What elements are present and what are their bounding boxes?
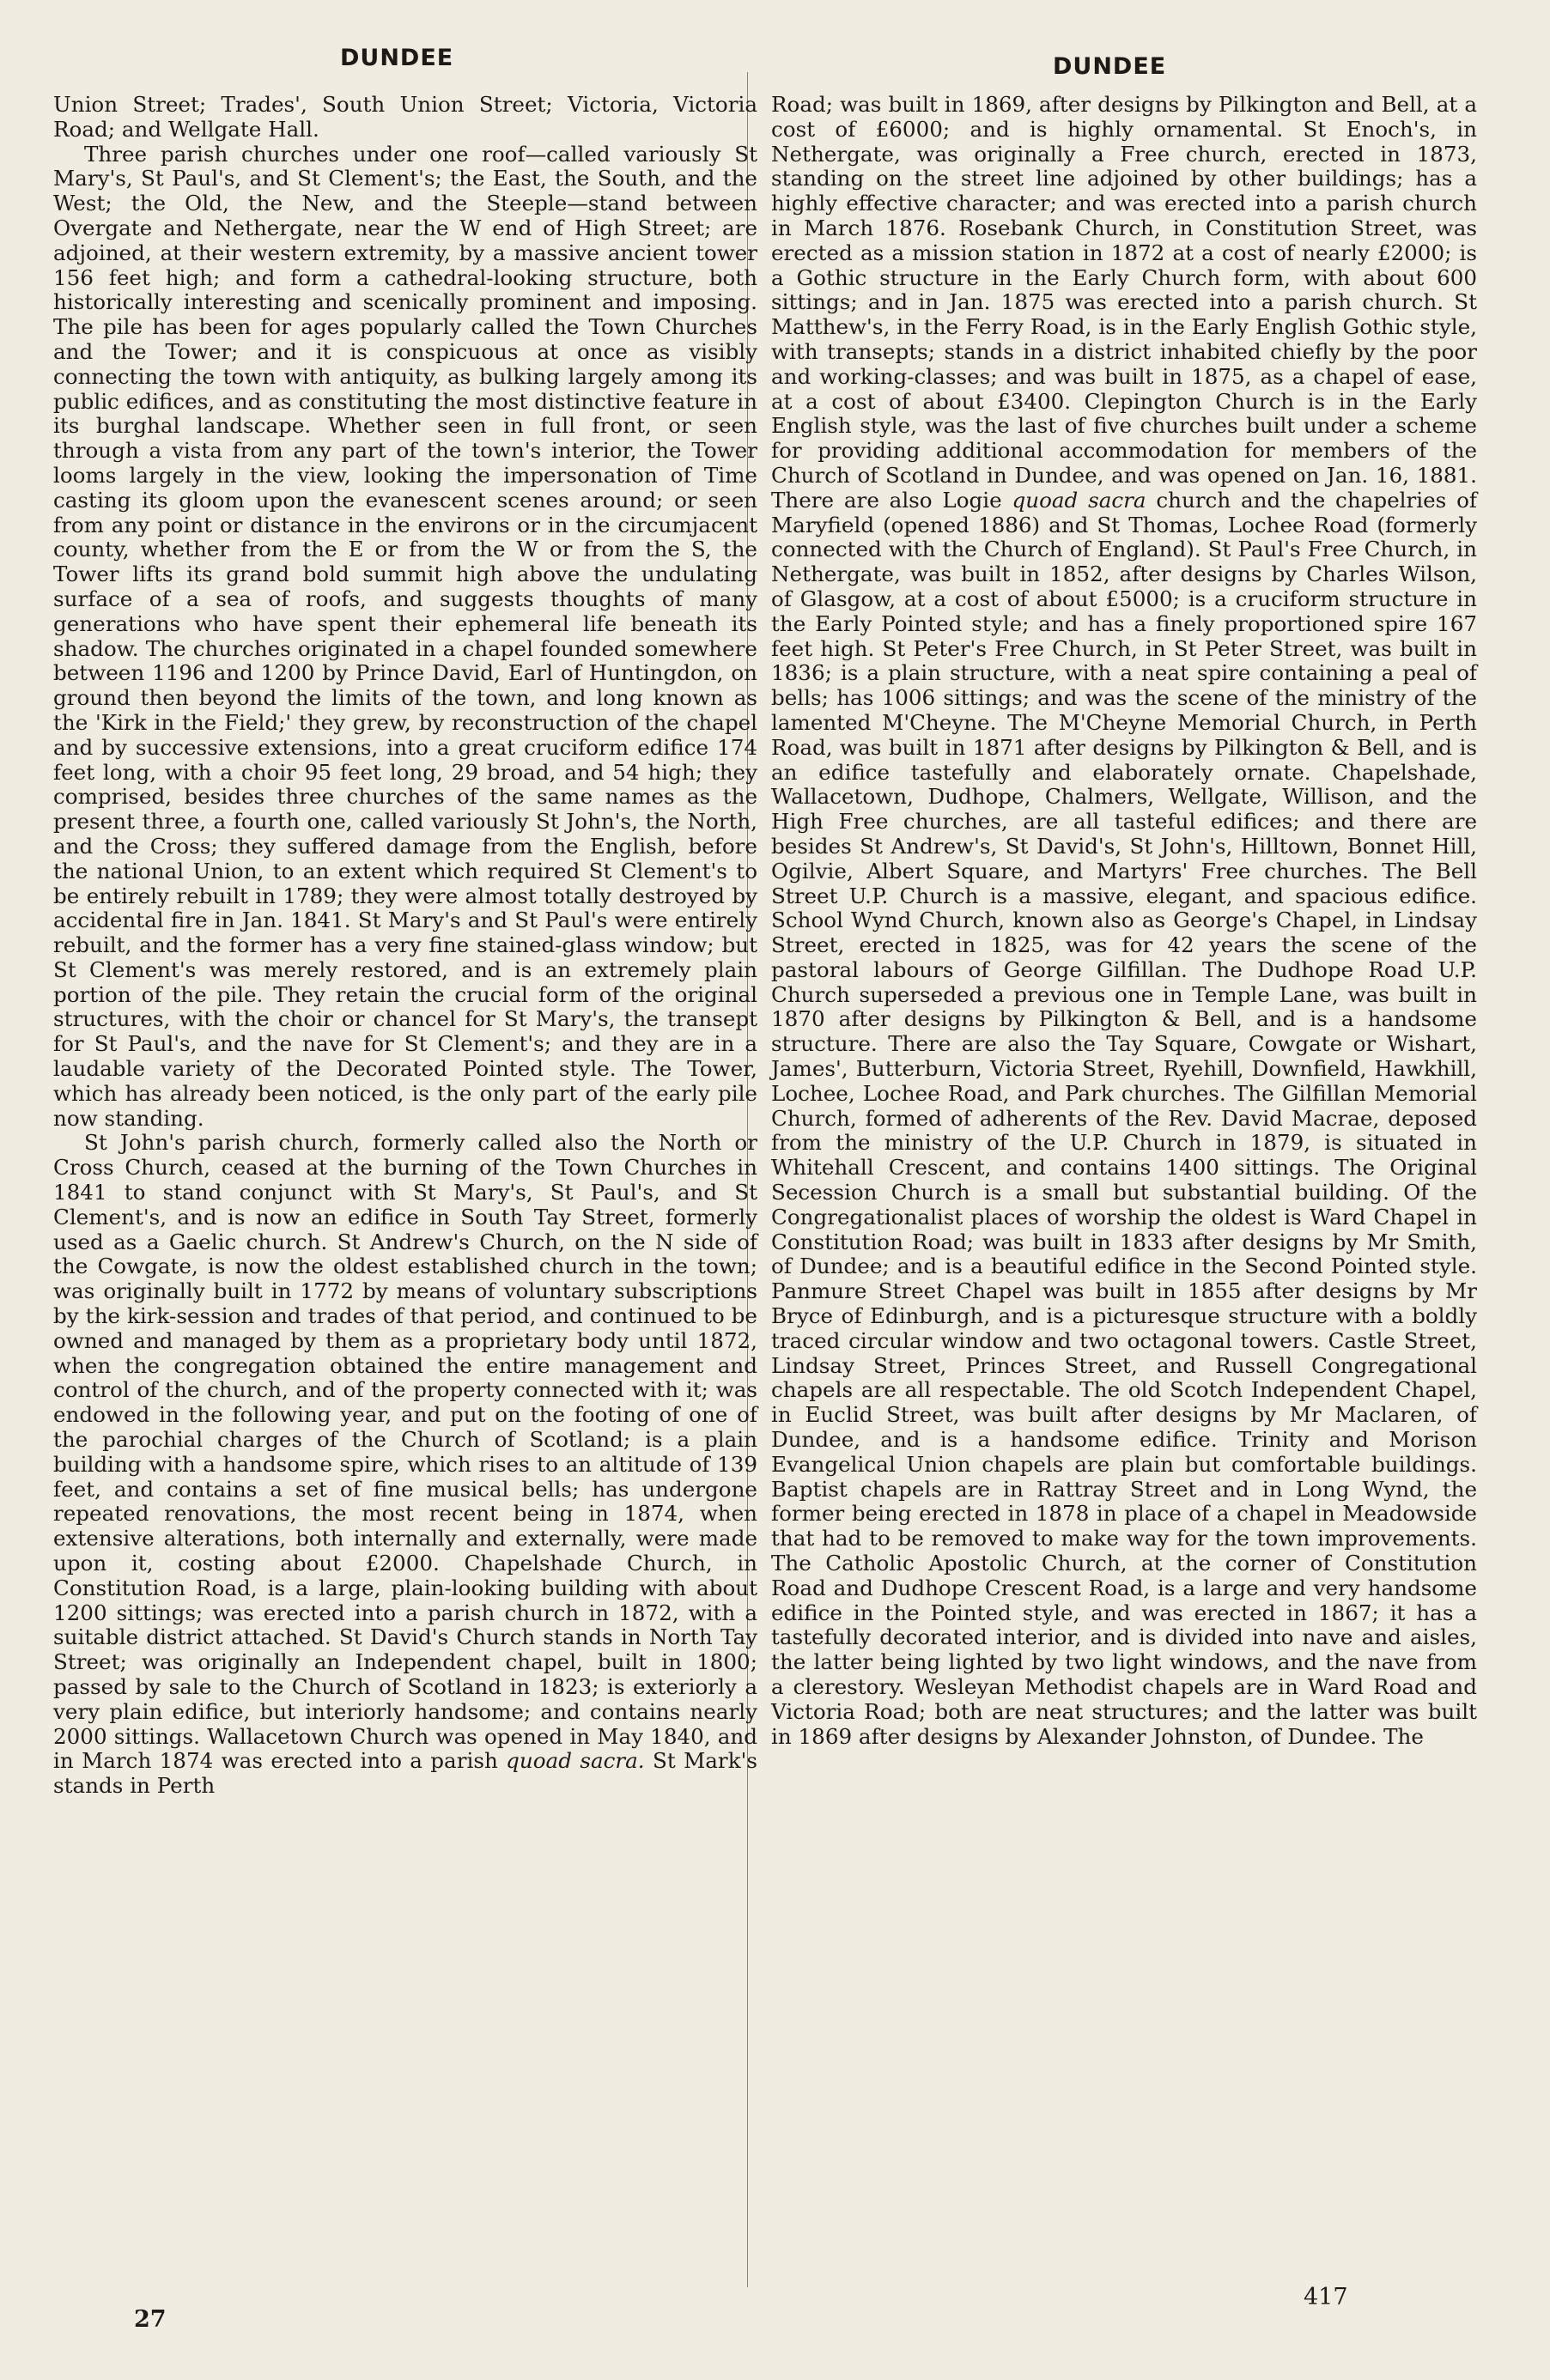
left-paragraph-2: Three parish churches under one roof—called variously St Mary's, St Paul's, and St Clement's; the East, the South, and the West; the Old, the New, and the Steeple—stand between Overgate and Nethergate, near the W end of High Street; are adjoined, at their western extremity, by a massive ancient tower 156 feet high; and form a cathedral-looking structure, both historically interesting and scenically prominent and imposing. The pile has been for ages popularly called the Town Churches and the Tower; and it is conspicuous at once as visibly connecting the town with antiquity, as bulking largely among its public edifices, and as constituting the most distinctive feature in its burghal landscape. Whether seen in full front, or seen through a vista from any part of the town's interior, the Tower looms largely in the view, looking the impersonation of Time casting its gloom upon the evanescent scenes around; or seen from any point or distance in the environs or in the circumjacent county, whether from the E or from the W or from the S, the Tower lifts its grand bold summit high above the undulating surface of a sea of roofs, and suggests thoughts of many generations who have spent their ephemeral life beneath its shadow. The churches originated in a chapel founded somewhere between 1196 and 1200 by Prince David, Earl of Huntingdon, on ground then beyond the limits of the town, and long known as the 'Kirk in the Field;' they grew, by reconstruction of the chapel and by successive extensions, into a great cruciform edifice 174 feet long, with a choir 95 feet long, 29 broad, and 54 high; they comprised, besides three churches of the same names as the present three, a fourth one, called variously St John's, the North, and the Cross; they suffered damage from the English, before the national Union, to an extent which required St Clement's to be entirely rebuilt in 1789; they were almost totally destroyed by accidental fire in Jan. 1841. St Mary's and St Paul's were entirely rebuilt, and the former has a very fine stained-glass window; but St Clement's was merely restored, and is an extremely plain portion of the pile. They retain the crucial form of the original structures, with the choir or chancel for St Mary's, the transept for St Paul's, and the nave for St Clement's; and they are in a laudable variety of the Decorated Pointed style. The Tower, which has already been noticed, is the only part of the early pile now standing. — [53, 141, 757, 1131]
running-head-right: DUNDEE — [1053, 53, 1167, 80]
right-column — [771, 93, 1477, 1749]
left-paragraph-3 — [53, 1131, 757, 1799]
right-paragraph-1-text-b: church and the chapelries of Maryfield (opened 1886) and St Thomas, Lochee Road (formerly connected with the Church of England). St Paul's Free Church, in Nethergate, was built in 1852, after designs by Charles Wilson, of Glasgow, at a cost of about £5000; is a cruciform structure in the Early Pointed style; and has a finely proportioned spire 167 feet high. St Peter's Free Church, in St Peter Street, was built in 1836; is a plain structure, with a neat spire containing a peal of bells; has 1006 sittings; and was the scene of the ministry of the lamented M'Cheyne. The M'Cheyne Memorial Church, in Perth Road, was built in 1871 after designs by Pilkington & Bell, and is an edifice tastefully and elaborately ornate. Chapelshade, Wallacetown, Dudhope, Chalmers, Wellgate, Willison, and the High Free churches, are all tasteful edifices; and there are besides St Andrew's, St David's, St John's, Hilltown, Bonnet Hill, Ogilvie, Albert Square, and Martyrs' Free churches. The Bell Street U.P. Church is a massive, elegant, and spacious edifice. School Wynd Church, known also as George's Chapel, in Lindsay Street, erected in 1825, was for 42 years the scene of the pastoral labours of George Gilfillan. The Dudhope Road U.P. Church superseded a previous one in Temple Lane, was built in 1870 after designs by Pilkington & Bell, and is a handsome structure. There are also the Tay Square, Cowgate or Wishart, James', Butterburn, Victoria Street, Ryehill, Downfield, Hawkhill, Lochee, Lochee Road, and Park churches. The Gilfillan Memorial Church, formed of adherents of the Rev. David Macrae, deposed from the ministry of the U.P. Church in 1879, is situated in Whitehall Crescent, and contains 1400 sittings. The Original Secession Church is a small but substantial building. Of the Congregationalist places of worship the oldest is Ward Chapel in Constitution Road; was built in 1833 after designs by Mr Smith, of Dundee; and is a beautiful edifice in the Second Pointed style. Panmure Street Chapel was built in 1855 after designs by Mr Bryce of Edinburgh, and is a picturesque structure with a boldly traced circular window and two octagonal towers. Castle Street, Lindsay Street, Princes Street, and Russell Congregational chapels are all respectable. The old Scotch Independent Chapel, in Euclid Street, was built after designs by Mr Maclaren, of Dundee, and is a handsome edifice. Trinity and Morison Evangelical Union chapels are plain but comfortable buildings. Baptist chapels are in Rattray Street and in Long Wynd, the former being erected in 1878 in place of a chapel in Meadowside that had to be removed to make way for the town improvements. The Catholic Apostolic Church, at the corner of Constitution Road and Dudhope Crescent Road, is a large and very handsome edifice in the Pointed style, and was erected in 1867; it has a tastefully decorated interior, and is divided into nave and aisles, the latter being lighted by two light windows, and the nave from a clerestory. Wesleyan Methodist chapels are in Ward Road and Victoria Road; both are neat structures; and the latter was built in 1869 after designs by Alexander Johnston, of Dundee. The — [771, 487, 1477, 1749]
running-head-left: DUNDEE — [340, 45, 454, 71]
left-column — [53, 93, 757, 1799]
left-paragraph-3-text-b: St Mark's stands in Perth — [53, 1748, 757, 1799]
right-paragraph-1-text-a: Road; was built in 1869, after designs by Pilkington and Bell, at a cost of £6000; and is highly ornamental. St Enoch's, in Nethergate, was originally a Free church, erected in 1873, standing on the street line adjoined by other buildings; has a highly effective character; and was erected into a parish church in March 1876. Rosebank Church, in Constitution Street, was erected as a mission station in 1872 at a cost of nearly £2000; is a Gothic structure in the Early Church form, with about 600 sittings; and in Jan. 1875 was erected into a parish church. St Matthew's, in the Ferry Road, is in the Early English Gothic style, with transepts; stands in a district inhabited chiefly by the poor and working-classes; and was built in 1875, as a chapel of ease, at a cost of about £3400. Clepington Church is in the Early English style, was the last of five churches built under a scheme for providing additional accommodation for members of the Church of Scotland in Dundee, and was opened on Jan. 16, 1881. There are also Logie — [771, 92, 1477, 513]
right-paragraph-1-italic: quoad sacra — [1012, 487, 1146, 513]
left-paragraph-3-italic: quoad sacra. — [506, 1748, 645, 1774]
right-paragraph-1 — [771, 93, 1477, 1749]
page-number-left: 27 — [134, 2306, 167, 2333]
page-number-right: 417 — [1304, 2284, 1348, 2310]
left-paragraph-1: Union Street; Trades', South Union Street; Victoria, Victoria Road; and Wellgate Hall. — [53, 92, 757, 142]
left-paragraph-3-text-a: St John's parish church, formerly called also the North or Cross Church, ceased at the burning of the Town Churches in 1841 to stand conjunct with St Mary's, St Paul's, and St Clement's, and is now an edifice in South Tay Street, formerly used as a Gaelic church. St Andrew's Church, on the N side of the Cowgate, is now the oldest established church in the town; was originally built in 1772 by means of voluntary subscriptions by the kirk-session and trades of that period, and continued to be owned and managed by them as a proprietary body until 1872, when the congregation obtained the entire management and control of the church, and of the property connected with it; was endowed in the following year, and put on the footing of one of the parochial charges of the Church of Scotland; is a plain building with a handsome spire, which rises to an altitude of 139 feet, and contains a set of fine musical bells; has undergone repeated renovations, the most recent being in 1874, when extensive alterations, both internally and externally, were made upon it, costing about £2000. Chapelshade Church, in Constitution Road, is a large, plain-looking building with about 1200 sittings; was erected into a parish church in 1872, with a suitable district attached. St David's Church stands in North Tay Street; was originally an Independent chapel, built in 1800; passed by sale to the Church of Scotland in 1823; is exteriorly a very plain edifice, but interiorly handsome; and contains nearly 2000 sittings. Wallacetown Church was opened in May 1840, and in March 1874 was erected into a parish — [53, 1130, 757, 1774]
